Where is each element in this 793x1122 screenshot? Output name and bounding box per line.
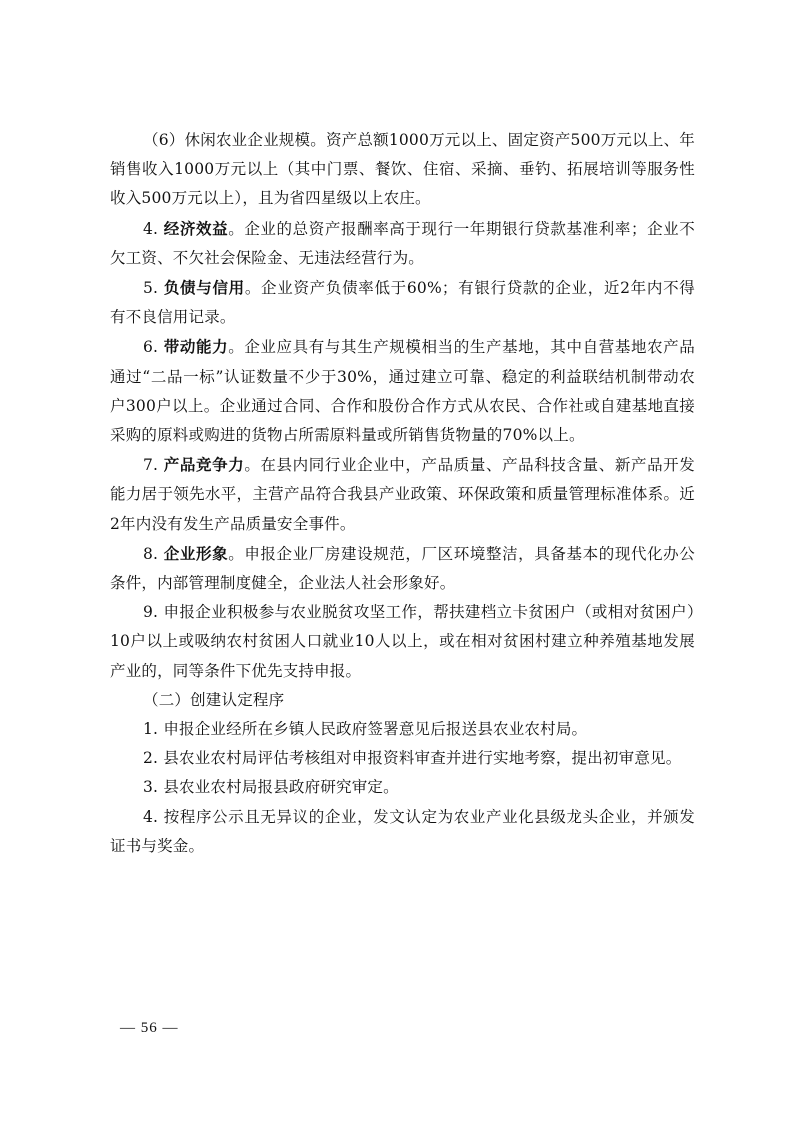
page-number: — 56 —: [120, 1020, 179, 1036]
item-number: 7.: [143, 456, 159, 475]
procedure-step-3: 3. 县农业农村局报县政府研究审定。: [143, 778, 399, 797]
paragraph-text: （6）休闲农业企业规模。资产总额1000万元以上、固定资产500万元以上、年销售收入1000万元以上（其中门票、餐饮、住宿、采摘、垂钓、拓展培训等服务性收入500万元以上），且为省四星级以上农庄。: [110, 131, 695, 208]
paragraph-text: 。申报企业厂房建设规范，厂区环境整洁，具备基本的现代化办公条件，内部管理制度健全，企业法人社会形象好。: [110, 544, 695, 593]
document-body: [110, 126, 695, 861]
paragraph-driving-capacity: [110, 332, 695, 450]
procedure-step-4: 4. 按程序公示且无异议的企业，发文认定为农业产业化县级龙头企业，并颁发证书与奖金。: [110, 807, 695, 855]
paragraph-economic-benefit: [110, 214, 695, 273]
paragraph-text: 。企业的总资产报酬率高于现行一年期银行贷款基准利率；企业不欠工资、不欠社会保险金、无违法经营行为。: [110, 219, 695, 267]
item-number: 4.: [143, 219, 159, 238]
procedure-step-1: 1. 申报企业经所在乡镇人民政府签署意见后报送县农业农村局。: [143, 720, 588, 739]
item-heading: 带动能力: [163, 337, 229, 357]
item-number: 8.: [143, 544, 159, 563]
item-number: 6.: [143, 338, 159, 357]
item-heading: 负债与信用: [163, 278, 245, 298]
item-heading: 企业形象: [163, 543, 229, 563]
paragraph-enterprise-image: [110, 539, 695, 598]
paragraph-text: 。企业资产负债率低于60%；有银行贷款的企业，近2年内不得有不良信用记录。: [110, 279, 695, 327]
paragraph-poverty-alleviation: [110, 598, 695, 686]
item-number: 9.: [143, 603, 159, 622]
item-number: 5.: [143, 279, 159, 298]
section-heading: （二）创建认定程序: [143, 690, 285, 709]
paragraph-leisure-agriculture: [110, 126, 695, 214]
paragraph-product-competitiveness: [110, 450, 695, 539]
paragraph-text: 。在县内同行业企业中，产品质量、产品科技含量、新产品开发能力居于领先水平，主营产品符合我县产业政策、环保政策和质量管理标准体系。近2年内没有发生产品质量安全事件。: [110, 456, 695, 533]
item-heading: 产品竞争力: [163, 455, 245, 475]
procedure-step-2: 2. 县农业农村局评估考核组对申报资料审查并进行实地考察，提出初审意见。: [143, 749, 682, 768]
paragraph-text: 。企业应具有与其生产规模相当的生产基地，其中自营基地农产品通过“二品一标”认证数量不少于30%，通过建立可靠、稳定的利益联结机制带动农户300户以上。企业通过合同、合作和股份合作方式从农民、合作社或自建基地直接采购的原料或购进的货物占所需原料量或所销售货物量的70%以上。: [110, 338, 695, 445]
paragraph-text: 申报企业积极参与农业脱贫攻坚工作，帮扶建档立卡贫困户（或相对贫困户）10户以上或吸纳农村贫困人口就业10人以上，或在相对贫困村建立种养殖基地发展产业的，同等条件下优先支持申报。: [110, 603, 695, 680]
paragraph-debt-credit: [110, 273, 695, 332]
item-heading: 经济效益: [163, 218, 229, 238]
